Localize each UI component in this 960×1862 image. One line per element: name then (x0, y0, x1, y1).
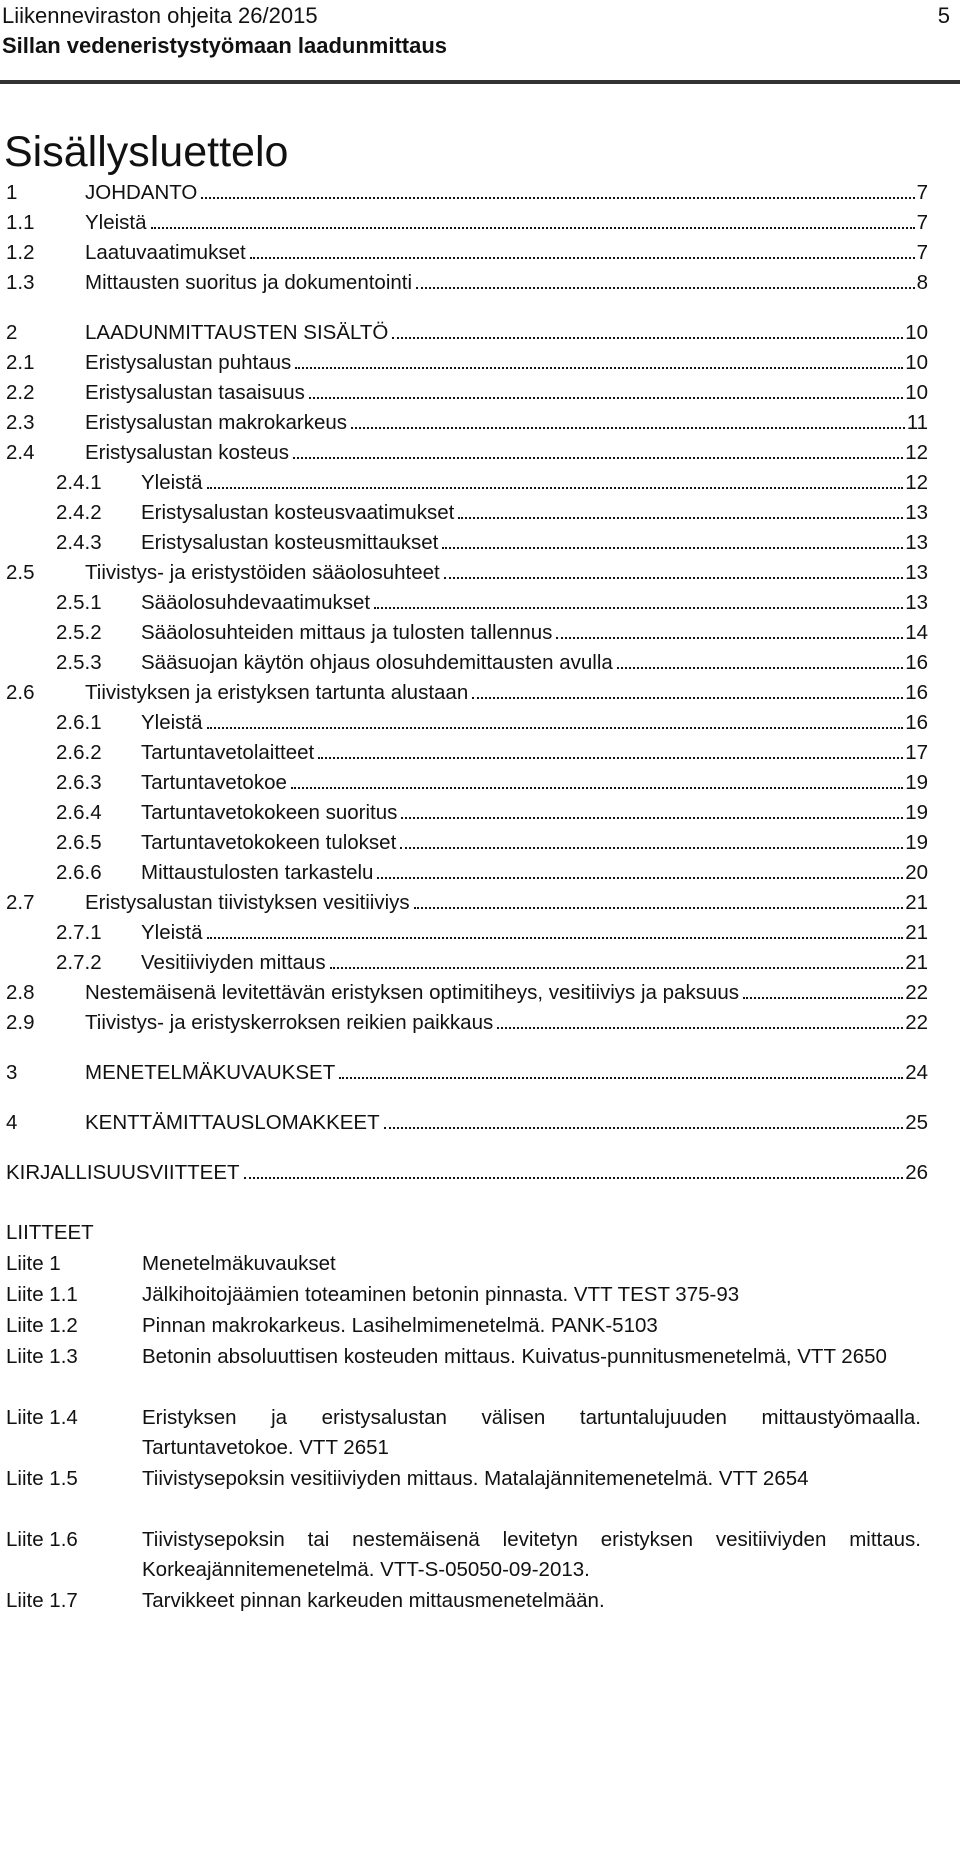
toc-number: 4 (6, 1111, 18, 1134)
toc-number: 2.4 (6, 441, 35, 464)
toc-title: Mittausten suoritus ja dokumentointi (85, 271, 413, 294)
toc-page: 10 (905, 381, 928, 404)
toc-title: KENTTÄMITTAUSLOMAKKEET (85, 1111, 380, 1134)
document-title: Sillan vedeneristystyömaan laadunmittaus (2, 33, 448, 58)
toc-number: 1 (6, 181, 18, 204)
leader-dots (207, 936, 904, 939)
leader-dots (351, 426, 905, 429)
leader-dots (293, 456, 903, 459)
series-title: Liikenneviraston ohjeita 26/2015 (2, 3, 318, 28)
leader-dots (244, 1176, 904, 1179)
appendix-text: Tiivistysepoksin vesitiiviyden mittaus. Matalajännitemenetelmä. VTT 2654 (142, 1467, 809, 1490)
toc-title: Yleistä (85, 211, 147, 234)
toc-title: Eristysalustan makrokarkeus (85, 411, 348, 434)
toc-entry[interactable] (56, 918, 928, 948)
toc-title: Laatuvaatimukset (85, 241, 246, 264)
toc-title: Eristysalustan tiivistyksen vesitiiviys (85, 891, 410, 914)
toc-number: 2.6.6 (56, 861, 102, 884)
toc-entry[interactable] (6, 348, 928, 378)
toc-page: 21 (905, 951, 928, 974)
toc-page: 25 (905, 1111, 928, 1134)
header-divider (0, 80, 960, 84)
toc-entry[interactable] (56, 648, 928, 678)
leader-dots (151, 226, 915, 229)
toc-entry[interactable] (56, 498, 928, 528)
leader-dots (400, 846, 903, 849)
leader-dots (384, 1126, 904, 1129)
toc-page: 17 (905, 741, 928, 764)
toc-title: Tartuntavetolaitteet (141, 741, 315, 764)
toc-title: Vesitiiviyden mittaus (141, 951, 326, 974)
toc-entry[interactable] (6, 208, 928, 238)
toc-entry[interactable] (6, 978, 928, 1008)
appendix-label: Liite 1.5 (6, 1467, 78, 1490)
toc-number: 2.6.3 (56, 771, 102, 794)
appendix-text: Menetelmäkuvaukset (142, 1252, 336, 1275)
toc-title: JOHDANTO (85, 181, 198, 204)
leader-dots (291, 786, 903, 789)
toc-page: 10 (905, 321, 928, 344)
toc-number: 2.4.3 (56, 531, 102, 554)
toc-title: Yleistä (141, 471, 203, 494)
appendix-text: Pinnan makrokarkeus. Lasihelmimenetelmä. PANK-5103 (142, 1314, 658, 1337)
leader-dots (309, 396, 903, 399)
toc-page: 20 (905, 861, 928, 884)
toc-title: Sääsuojan käytön ohjaus olosuhdemittausten avulla (141, 651, 613, 674)
toc-page: 12 (905, 441, 928, 464)
toc-entry[interactable] (56, 858, 928, 888)
toc-number: 2.7.2 (56, 951, 102, 974)
leader-dots (295, 366, 903, 369)
toc-number: 2.4.1 (56, 471, 102, 494)
leader-dots (617, 666, 903, 669)
toc-number: 1.1 (6, 211, 35, 234)
appendix-label: Liite 1.6 (6, 1528, 78, 1551)
leader-dots (401, 816, 903, 819)
toc-page: 19 (905, 771, 928, 794)
toc-entry[interactable] (56, 948, 928, 978)
toc-entry[interactable] (56, 588, 928, 618)
leader-dots (339, 1076, 903, 1079)
toc-page: 7 (916, 181, 928, 204)
toc-number: 2.6.1 (56, 711, 102, 734)
toc-number: 3 (6, 1061, 18, 1084)
toc-page: 22 (905, 981, 928, 1004)
toc-title: Yleistä (141, 921, 203, 944)
toc-number: 2.9 (6, 1011, 35, 1034)
toc-page: 7 (916, 241, 928, 264)
toc-title: Tiivistys- ja eristystöiden sääolosuhteet (85, 561, 440, 584)
leader-dots (377, 876, 903, 879)
appendix-text: Jälkihoitojäämien toteaminen betonin pinnasta. VTT TEST 375-93 (142, 1283, 740, 1306)
toc-entry[interactable] (6, 178, 928, 208)
toc-page: 7 (916, 211, 928, 234)
toc-number: 2.6 (6, 681, 35, 704)
leader-dots (556, 636, 903, 639)
leader-dots (374, 606, 903, 609)
toc-title: Nestemäisenä levitettävän eristyksen optimitiheys, vesitiiviys ja paksuus (85, 981, 739, 1004)
toc-title: Sääolosuhteiden mittaus ja tulosten tallennus (141, 621, 553, 644)
toc-title: Eristysalustan kosteusmittaukset (141, 531, 439, 554)
toc-entry[interactable] (6, 238, 928, 268)
toc-number: 2.7 (6, 891, 35, 914)
appendix-label: Liite 1.3 (6, 1345, 78, 1368)
leader-dots (201, 196, 914, 199)
leader-dots (207, 486, 904, 489)
leader-dots (416, 286, 915, 289)
toc-number: 2.1 (6, 351, 35, 374)
toc-page: 16 (905, 681, 928, 704)
leader-dots (250, 256, 915, 259)
toc-entry[interactable] (56, 768, 928, 798)
toc-number: 2.6.2 (56, 741, 102, 764)
toc-entry[interactable] (56, 618, 928, 648)
toc-title: Sääolosuhdevaatimukset (141, 591, 371, 614)
toc-page: 13 (905, 501, 928, 524)
toc-page: 22 (905, 1011, 928, 1034)
page-number: 5 (937, 3, 950, 28)
toc-title: Tartuntavetokokeen suoritus (141, 801, 398, 824)
appendix-text: Eristyksen ja eristysalustan välisen tartuntalujuuden mittaustyömaalla. Tartuntavetokoe. VTT 2651 (142, 1406, 921, 1459)
toc-entry[interactable] (6, 888, 928, 918)
appendix-text: Tiivistysepoksin tai nestemäisenä levitetyn eristyksen vesitiiviyden mittaus. Korkeajännitemenetelmä. VTT-S-05050-09-2013. (142, 1528, 921, 1581)
toc-page: 21 (905, 891, 928, 914)
appendix-label: Liite 1.1 (6, 1283, 78, 1306)
leader-dots (207, 726, 904, 729)
appendix-text: Tarvikkeet pinnan karkeuden mittausmenetelmään. (142, 1589, 605, 1612)
toc-page: 19 (905, 801, 928, 824)
toc-page: 21 (905, 921, 928, 944)
toc-title: Eristysalustan kosteusvaatimukset (141, 501, 455, 524)
toc-number: 2.5 (6, 561, 35, 584)
toc-number: 2.7.1 (56, 921, 102, 944)
toc-title: Eristysalustan kosteus (85, 441, 289, 464)
toc-entry[interactable] (6, 1008, 928, 1038)
toc-number: 2.5.1 (56, 591, 102, 614)
toc-number: 2.6.4 (56, 801, 102, 824)
toc-page: 26 (905, 1161, 928, 1184)
leader-dots (497, 1026, 903, 1029)
toc-number: 1.2 (6, 241, 35, 264)
toc-page: 16 (905, 651, 928, 674)
leader-dots (330, 966, 904, 969)
toc-entry[interactable] (56, 828, 928, 858)
leader-dots (743, 996, 903, 999)
toc-entry[interactable] (6, 1108, 928, 1138)
toc-page: 10 (905, 351, 928, 374)
toc-number: 1.3 (6, 271, 35, 294)
toc-entry[interactable] (6, 438, 928, 468)
toc-page: 19 (905, 831, 928, 854)
toc-page: 13 (905, 591, 928, 614)
toc-page: 13 (905, 561, 928, 584)
toc-page: 11 (906, 411, 928, 434)
appendices-heading-text: LIITTEET (6, 1221, 94, 1244)
toc-number: 2.5.2 (56, 621, 102, 644)
toc-title: KIRJALLISUUSVIITTEET (6, 1161, 240, 1184)
toc-entry[interactable] (6, 318, 928, 348)
leader-dots (318, 756, 903, 759)
toc-entry[interactable] (6, 268, 928, 298)
toc-number: 2.3 (6, 411, 35, 434)
toc-entry[interactable] (6, 678, 928, 708)
toc-entry[interactable] (56, 798, 928, 828)
toc-title: Tiivistyksen ja eristyksen tartunta alustaan (85, 681, 469, 704)
toc-entry[interactable] (6, 1058, 928, 1088)
toc-title: Yleistä (141, 711, 203, 734)
toc-title: Eristysalustan puhtaus (85, 351, 292, 374)
toc-title: LAADUNMITTAUSTEN SISÄLTÖ (85, 321, 389, 344)
toc-number: 2 (6, 321, 18, 344)
toc-title: Tartuntavetokokeen tulokset (141, 831, 397, 854)
toc-entry[interactable] (6, 1158, 928, 1188)
toc-title: Mittaustulosten tarkastelu (141, 861, 374, 884)
leader-dots (442, 546, 903, 549)
toc-title: Tiivistys- ja eristyskerroksen reikien paikkaus (85, 1011, 494, 1034)
toc-entry[interactable] (56, 468, 928, 498)
toc-number: 2.2 (6, 381, 35, 404)
leader-dots (414, 906, 904, 909)
toc-page: 16 (905, 711, 928, 734)
toc-title: MENETELMÄKUVAUKSET (85, 1061, 336, 1084)
toc-page: 13 (905, 531, 928, 554)
toc-page: 24 (905, 1061, 928, 1084)
toc-number: 2.4.2 (56, 501, 102, 524)
toc-entry[interactable] (56, 708, 928, 738)
toc-number: 2.8 (6, 981, 35, 1004)
toc-page: 14 (905, 621, 928, 644)
toc-entry[interactable] (56, 738, 928, 768)
appendix-text: Betonin absoluuttisen kosteuden mittaus. Kuivatus-punnitusmenetelmä, VTT 2650 (142, 1345, 887, 1368)
toc-entry[interactable] (6, 408, 928, 438)
toc-title: Tartuntavetokoe (141, 771, 287, 794)
appendix-label: Liite 1 (6, 1252, 61, 1275)
appendix-label: Liite 1.7 (6, 1589, 78, 1612)
toc-entry[interactable] (56, 528, 928, 558)
appendix-label: Liite 1.4 (6, 1406, 78, 1429)
toc-entry[interactable] (6, 378, 928, 408)
leader-dots (458, 516, 903, 519)
toc-page: 8 (916, 271, 928, 294)
toc-number: 2.6.5 (56, 831, 102, 854)
toc-number: 2.5.3 (56, 651, 102, 674)
appendix-label: Liite 1.2 (6, 1314, 78, 1337)
leader-dots (444, 576, 903, 579)
toc-page: 12 (905, 471, 928, 494)
toc-entry[interactable] (6, 558, 928, 588)
toc-title: Eristysalustan tasaisuus (85, 381, 305, 404)
leader-dots (472, 696, 903, 699)
leader-dots (392, 336, 903, 339)
page-title: Sisällysluettelo (4, 128, 289, 176)
